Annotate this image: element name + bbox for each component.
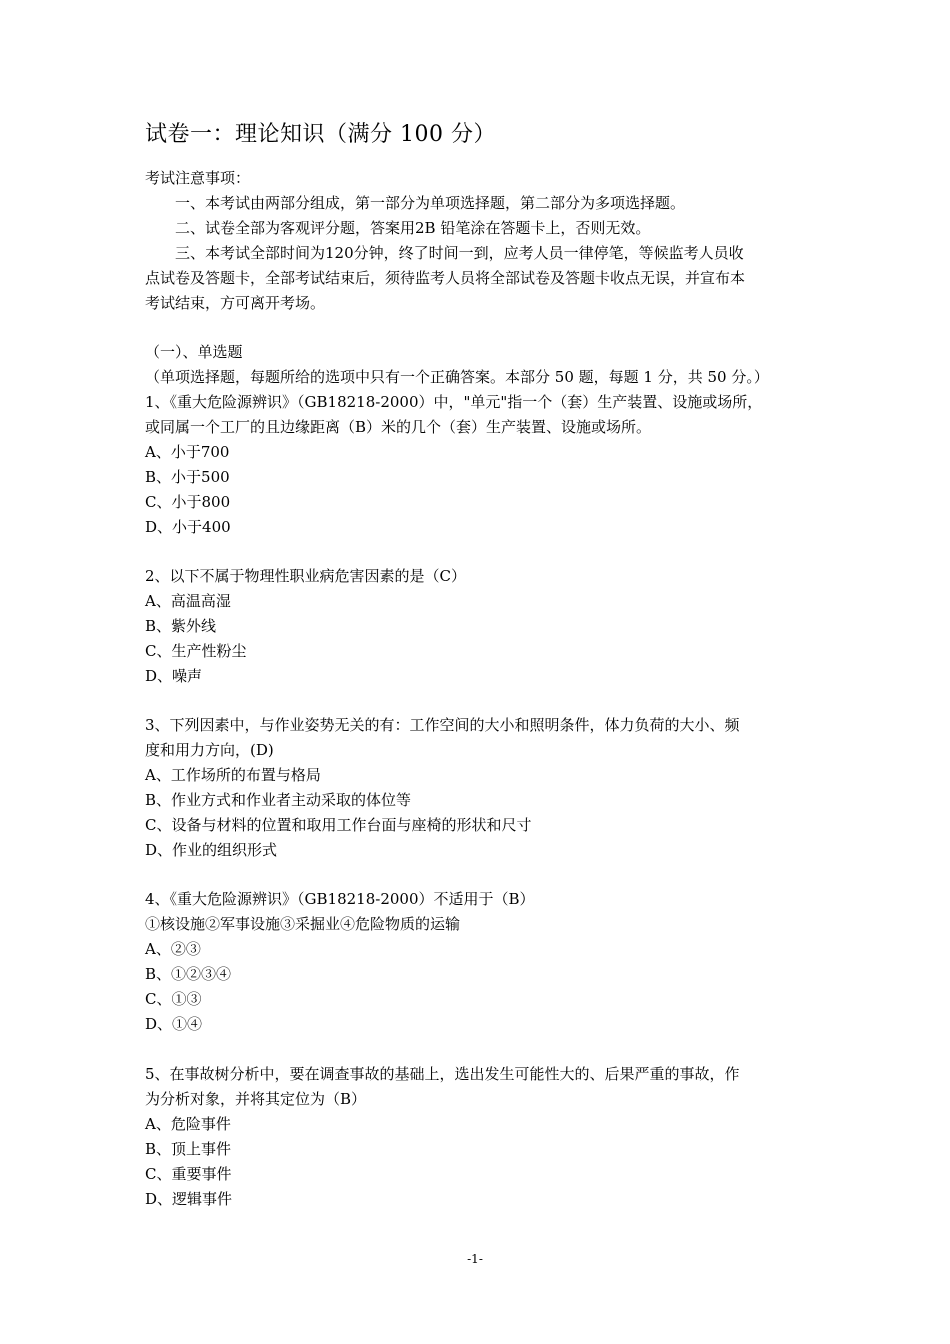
- answer-option: C、设备与材料的位置和取用工作台面与座椅的形状和尺寸: [145, 816, 532, 834]
- answer-option: A、②③: [145, 940, 201, 958]
- question-stem: 为分析对象，并将其定位为（B）: [145, 1090, 367, 1108]
- notes-item-continuation: 考试结束，方可离开考场。: [145, 294, 326, 312]
- notes-item: 二、试卷全部为客观评分题，答案用2B 铅笔涂在答题卡上，否则无效。: [175, 219, 651, 237]
- question-stem: ①核设施②军事设施③采掘业④危险物质的运输: [145, 915, 461, 933]
- answer-option: B、小于500: [145, 468, 230, 486]
- question-4: [145, 887, 815, 1037]
- answer-option: D、小于400: [145, 518, 231, 536]
- notes-heading: 考试注意事项：: [145, 169, 251, 187]
- section-instruction: （单项选择题，每题所给的选项中只有一个正确答案。本部分 50 题，每题 1 分，共 50 分。）: [145, 368, 769, 386]
- answer-option: D、逻辑事件: [145, 1190, 233, 1208]
- answer-option: A、危险事件: [145, 1115, 231, 1133]
- answer-option: C、小于800: [145, 493, 231, 511]
- section-heading: （一）、单选题: [145, 343, 243, 361]
- answer-option: D、作业的组织形式: [145, 841, 278, 859]
- notes-item: 三、本考试全部时间为120分钟，终了时间一到，应考人员一律停笔，等候监考人员收: [175, 244, 744, 262]
- section-header: [145, 340, 815, 390]
- question-stem: 5、在事故树分析中，要在调查事故的基础上，选出发生可能性大的、后果严重的事故，作: [145, 1065, 740, 1083]
- question-stem: 度和用力方向，(D): [145, 741, 274, 759]
- answer-option: A、小于700: [145, 443, 230, 461]
- answer-option: B、作业方式和作业者主动采取的体位等: [145, 791, 412, 809]
- question-stem: 2、以下不属于物理性职业病危害因素的是（C）: [145, 567, 467, 585]
- answer-option: A、高温高湿: [145, 592, 231, 610]
- page-number: -1-: [467, 1252, 483, 1266]
- answer-option: D、①④: [145, 1015, 203, 1033]
- question-2: [145, 564, 815, 689]
- answer-option: B、紫外线: [145, 617, 217, 635]
- answer-option: B、顶上事件: [145, 1140, 232, 1158]
- answer-option: C、重要事件: [145, 1165, 232, 1183]
- answer-option: A、工作场所的布置与格局: [145, 766, 321, 784]
- question-stem: 4、《重大危险源辨识》（GB18218-2000）不适用于（B）: [145, 890, 535, 908]
- question-stem: 或同属一个工厂的且边缘距离（B）米的几个（套）生产装置、设施或场所。: [145, 418, 652, 436]
- page-title: 试卷一：理论知识（满分 100 分）: [145, 122, 496, 147]
- question-1: [145, 390, 815, 540]
- notes-item: 一、本考试由两部分组成，第一部分为单项选择题，第二部分为多项选择题。: [175, 194, 686, 212]
- question-stem: 3、下列因素中，与作业姿势无关的有：工作空间的大小和照明条件，体力负荷的大小、频: [145, 716, 740, 734]
- answer-option: C、①③: [145, 990, 202, 1008]
- question-stem: 1、《重大危险源辨识》（GB18218-2000）中，"单元"指一个（套）生产装置、设施或场所，: [145, 393, 763, 411]
- notes-item-continuation: 点试卷及答题卡，全部考试结束后，须待监考人员将全部试卷及答题卡收点无误，并宣布本: [145, 269, 746, 287]
- answer-option: B、①②③④: [145, 965, 232, 983]
- exam-notes: [145, 166, 815, 316]
- question-5: [145, 1062, 815, 1212]
- question-3: [145, 713, 815, 863]
- answer-option: C、生产性粉尘: [145, 642, 247, 660]
- answer-option: D、噪声: [145, 667, 203, 685]
